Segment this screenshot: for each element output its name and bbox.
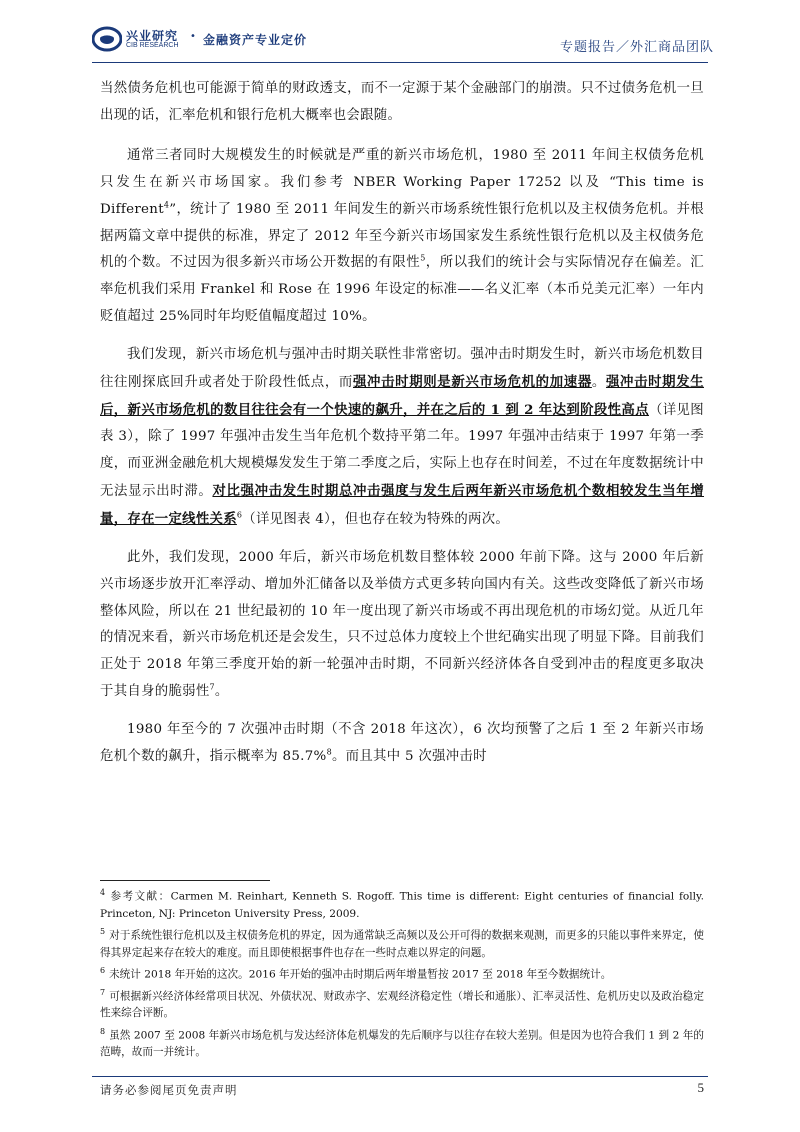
- footnotes: [100, 884, 704, 1061]
- footnote-divider: [100, 880, 270, 881]
- paragraph-3: 我们发现，新兴市场危机与强冲击时期关联性非常密切。强冲击时期发生时，新兴市场危机数目往往刚探底回升或者处于阶段性低点，而强冲击时期则是新兴市场危机的加速器。强冲击时期发生后，新兴市场危机的数目往往会有一个快速的飙升，并在之后的 1 到 2 年达到阶段性高点（详见图表 3），除了 1997 年强冲击发生当年危机个数持平第二年。1997 年强冲击结束于 1997 年第一季度，而亚洲金融危机大规模爆发发生于第二季度之后，实际上也存在时间差，不过在年度数据统计中无法显示出时滞。对比强冲击发生时期总冲击强度与发生后两年新兴市场危机个数相较发生当年增量，存在一定线性关系$^6$（详见图表 4），但也存在较为特殊的两次。: [100, 347, 705, 527]
- cib-logo-icon: [92, 26, 122, 52]
- footnote-item: $^8$ 虽然 2007 至 2008 年新兴市场危机与发达经济体危机爆发的先后顺序与以往存在较大差别。但是因为也符合我们 1 到 2 年的范畴，故而一并统计。: [100, 1026, 704, 1059]
- header-separator: •: [190, 31, 196, 42]
- header-divider: [92, 62, 708, 63]
- page-number: 5: [697, 1080, 704, 1095]
- footnote-ref-7[interactable]: 7: [209, 682, 215, 692]
- key-point-2: 强冲击时期发生后，新兴市场危机的数目往往会有一个快速的飙升，并在之后的 1 到 2 年达到阶段性高点: [100, 374, 704, 418]
- key-point-3: 对比强冲击发生时期总冲击强度与发生后两年新兴市场危机个数相较发生当年增量，存在一定线性关系: [100, 482, 705, 527]
- paragraph-5: 1980 年至今的 7 次强冲击时期（不含 2018 年这次），6 次均预警了之后 1 至 2 年新兴市场危机个数的飙升，指示概率为 85.7%$^8$。而且其中 5 次强冲击时: [100, 722, 704, 765]
- footnote-item: $^5$ 对于系统性银行危机以及主权债务危机的界定，因为通常缺乏高频以及公开可得的数据来观测，而更多的只能以事件来界定，使得其界定起来存在较大的难度。而且即使根据事件也存在一些时点难以界定的问题。: [100, 926, 704, 959]
- page-header: [0, 0, 800, 70]
- paragraph-2: 通常三者同时大规模发生的时候就是严重的新兴市场危机，1980 至 2011 年间主权债务危机只发生在新兴市场国家。我们参考 NBER Working Paper 17252 以及 “This time is Different$^4$”，统计了 1980 至 2011 年间发生的新兴市场系统性银行危机以及主权债务危机。并根据两篇文章中提供的标准，界定了 2012 年至今新兴市场国家发生系统性银行危机以及主权债务危机的个数。不过因为很多新兴市场公开数据的有限性$^5$，所以我们的统计会与实际情况存在偏差。汇率危机我们采用 Frankel 和 Rose 在 1996 年设定的标准——名义汇率（本币兑美元汇率）一年内贬值超过 25%同时年均贬值幅度超过 10%。: [100, 148, 704, 324]
- main-content: [100, 76, 704, 783]
- disclaimer-note: 请务必参阅尾页免责声明: [100, 1083, 238, 1097]
- paragraph-1: 当然债务危机也可能源于简单的财政透支，而不一定源于某个金融部门的崩溃。只不过债务危机一旦出现的话，汇率危机和银行危机大概率也会跟随。: [100, 81, 704, 123]
- brand-name-cn: 兴业研究: [126, 29, 179, 43]
- footnote-item: $^6$ 未统计 2018 年开始的这次。2016 年开始的强冲击时期后两年增量暂按 2017 至 2018 年至今数据统计。: [100, 965, 612, 981]
- footnote-item: $^7$ 可根据新兴经济体经常项目状况、外债状况、财政赤字、宏观经济稳定性（增长和通胀）、汇率灵活性、危机历史以及政治稳定性来综合评断。: [100, 987, 704, 1020]
- footnote-item: $^4$ 参考文献：Carmen M. Reinhart, Kenneth S. Rogoff. This time is different: Eight centuries of financial folly. Princeton, NJ: Princeton University Press, 2009.: [100, 888, 704, 920]
- footnote-ref-5[interactable]: 5: [420, 253, 426, 263]
- footer-divider: [92, 1076, 708, 1077]
- key-point-1: 强冲击时期则是新兴市场危机的加速器: [352, 374, 592, 391]
- brand-name-en: CIB RESEARCH: [126, 42, 179, 49]
- footnote-ref-8[interactable]: 8: [326, 747, 332, 757]
- report-type: 专题报告／外汇商品团队: [559, 40, 714, 55]
- paragraph-4: 此外，我们发现，2000 年后，新兴市场危机数目整体较 2000 年前下降。这与 2000 年后新兴市场逐步放开汇率浮动、增加外汇储备以及举债方式更多转向国内有关。这些改变降低了新兴市场整体风险，所以在 21 世纪最初的 10 年一度出现了新兴市场或不再出现危机的市场幻觉。从近几年的情况来看，新兴市场危机还是会发生，只不过总体力度较上个世纪确实出现了明显下降。目前我们正处于 2018 年第三季度开始的新一轮强冲击时期，不同新兴经济体各自受到冲击的程度更多取决于其自身的脆弱性$^7$。: [100, 550, 704, 699]
- footnote-ref-6[interactable]: 6: [236, 510, 243, 520]
- header-slogan: 金融资产专业定价: [203, 33, 308, 47]
- footnote-ref-4[interactable]: 4: [163, 200, 170, 210]
